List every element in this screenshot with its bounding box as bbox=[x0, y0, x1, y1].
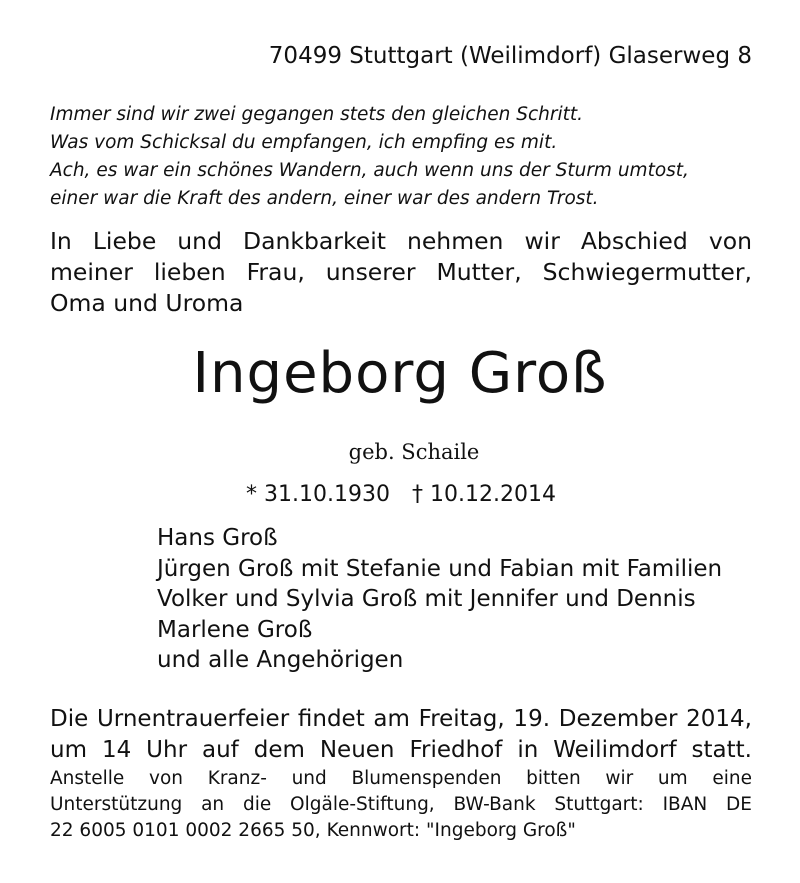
donation-line: Unterstützung an die Olgäle-Stiftung, BW-Bank Stuttgart: IBAN DE bbox=[50, 794, 752, 815]
mourner: Marlene Groß bbox=[157, 616, 313, 643]
intro-line: In Liebe und Dankbarkeit nehmen wir Abschied von bbox=[50, 227, 752, 255]
address: 70499 Stuttgart (Weilimdorf) Glaserweg 8 bbox=[268, 43, 752, 69]
poem-line: Ach, es war ein schönes Wandern, auch wenn uns der Sturm umtost, bbox=[50, 160, 689, 181]
intro-line: meiner lieben Frau, unserer Mutter, Schwiegermutter, bbox=[50, 258, 752, 286]
mourners-list bbox=[157, 523, 777, 676]
intro-line: Oma und Uroma bbox=[50, 289, 244, 317]
donation-line: 22 6005 0101 0002 2665 50, Kennwort: "Ingeborg Groß" bbox=[50, 820, 576, 841]
intro-text bbox=[50, 226, 752, 319]
poem-line: Immer sind wir zwei gegangen stets den gleichen Schritt. bbox=[50, 104, 583, 125]
life-dates bbox=[0, 480, 800, 510]
poem bbox=[50, 101, 760, 213]
mourner: Hans Groß bbox=[157, 525, 278, 551]
mourner: Volker und Sylvia Groß mit Jennifer und Dennis bbox=[157, 586, 696, 612]
donation-line: Anstelle von Kranz- und Blumenspenden bitten wir um eine bbox=[50, 768, 752, 789]
donation-note bbox=[50, 766, 752, 844]
ceremony-info bbox=[50, 704, 752, 766]
poem-line: einer war die Kraft des andern, einer war des andern Trost. bbox=[50, 188, 599, 209]
ceremony-line: Die Urnentrauerfeier findet am Freitag, 19. Dezember 2014, bbox=[50, 706, 752, 732]
ceremony-line: um 14 Uhr auf dem Neuen Friedhof in Weilimdorf statt. bbox=[50, 737, 752, 763]
poem-line: Was vom Schicksal du empfangen, ich empfing es mit. bbox=[50, 132, 558, 153]
deceased-name: Ingeborg Groß bbox=[192, 341, 608, 406]
mourner: und alle Angehörigen bbox=[157, 647, 404, 673]
birth-date: * 31.10.1930 bbox=[246, 482, 390, 507]
death-date: † 10.12.2014 bbox=[412, 482, 556, 507]
mourner: Jürgen Groß mit Stefanie und Fabian mit Familien bbox=[157, 555, 723, 582]
maiden-name: geb. Schaile bbox=[348, 440, 480, 464]
